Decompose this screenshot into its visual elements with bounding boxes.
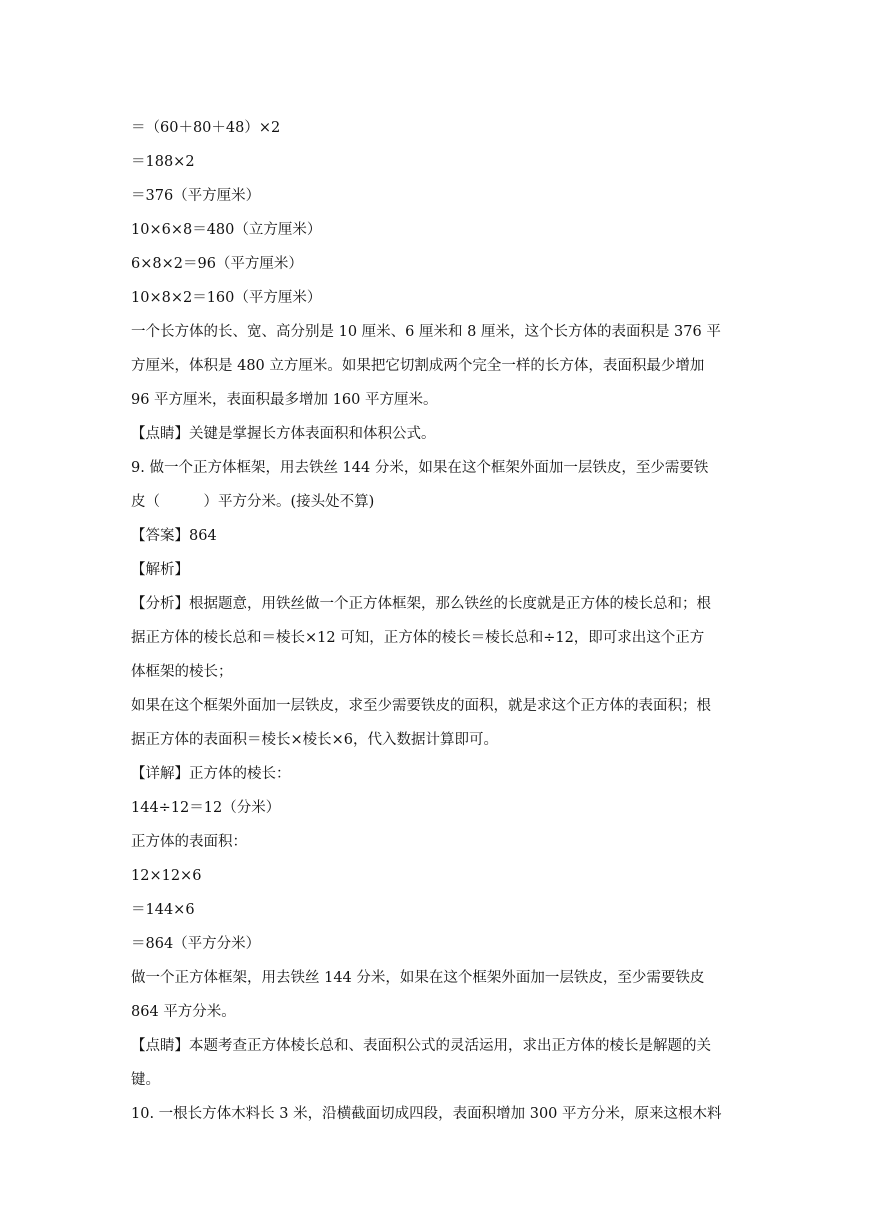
text-line: 6×8×2＝96（平方厘米） xyxy=(131,256,303,272)
text-line: ＝188×2 xyxy=(131,154,195,170)
text-line: 一个长方体的长、宽、高分别是 10 厘米、6 厘米和 8 厘米，这个长方体的表面积是 376 平 xyxy=(131,324,721,340)
text-line: 10×8×2＝160（平方厘米） xyxy=(131,290,322,306)
remark-line: 【点睛】本题考查正方体棱长总和、表面积公式的灵活运用，求出正方体的棱长是解题的关 xyxy=(131,1038,711,1054)
analysis-heading: 【解析】 xyxy=(131,562,189,578)
text-line: ＝864（平方分米） xyxy=(131,936,261,952)
question-line: 10. 一根长方体木料长 3 米，沿横截面切成四段，表面积增加 300 平方分米，原来这根木料 xyxy=(131,1106,722,1122)
text-line: 【分析】根据题意，用铁丝做一个正方体框架，那么铁丝的长度就是正方体的棱长总和；根 xyxy=(131,596,711,612)
text-line: ＝376（平方厘米） xyxy=(131,188,261,204)
answer-line: 【答案】864 xyxy=(131,528,217,544)
text-line: 方厘米，体积是 480 立方厘米。如果把它切割成两个完全一样的长方体，表面积最少增加 xyxy=(131,358,705,374)
text-line: 键。 xyxy=(131,1072,160,1088)
text-line: 据正方体的表面积＝棱长×棱长×6，代入数据计算即可。 xyxy=(131,732,499,748)
text-line: 做一个正方体框架，用去铁丝 144 分米，如果在这个框架外面加一层铁皮，至少需要铁皮 xyxy=(131,970,705,986)
text-line: 96 平方厘米，表面积最多增加 160 平方厘米。 xyxy=(131,392,438,408)
text-line: 正方体的表面积： xyxy=(131,834,247,850)
text-line: ＝144×6 xyxy=(131,902,195,918)
text-line: 864 平方分米。 xyxy=(131,1004,236,1020)
text-line: 如果在这个框架外面加一层铁皮，求至少需要铁皮的面积，就是求这个正方体的表面积；根 xyxy=(131,698,711,714)
text-line: 体框架的棱长； xyxy=(131,664,233,680)
text-line: 144÷12＝12（分米） xyxy=(131,800,281,816)
text-line: ＝（60＋80＋48）×2 xyxy=(131,120,281,136)
text-line: 10×6×8＝480（立方厘米） xyxy=(131,222,322,238)
text-line: 据正方体的棱长总和＝棱长×12 可知，正方体的棱长＝棱长总和÷12，即可求出这个正方 xyxy=(131,630,705,646)
remark-line: 【点睛】关键是掌握长方体表面积和体积公式。 xyxy=(131,426,436,442)
question-line: 皮（ ）平方分米。(接头处不算) xyxy=(131,494,375,510)
question-line: 9. 做一个正方体框架，用去铁丝 144 分米，如果在这个框架外面加一层铁皮，至少需要铁 xyxy=(131,460,709,476)
detail-line: 【详解】正方体的棱长： xyxy=(131,766,291,782)
text-line: 12×12×6 xyxy=(131,868,202,884)
